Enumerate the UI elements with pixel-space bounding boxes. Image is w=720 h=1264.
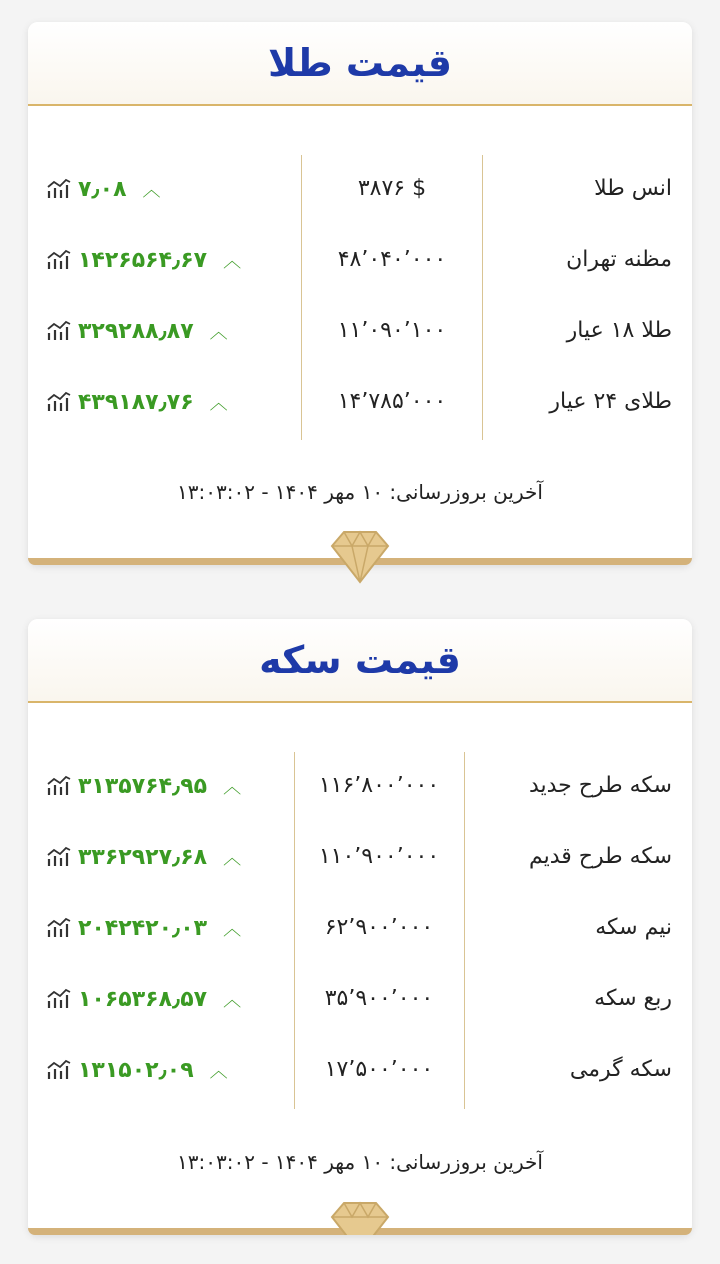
item-change [46,1034,228,1106]
change-value: ۳۳۶۲۹۲۷٫۶۸ [78,844,208,870]
item-price: ۱۱٬۰۹۰٬۱۰۰ [337,318,447,343]
item-change [46,153,161,225]
item-name: طلا ۱۸ عیار [566,318,672,343]
item-change [46,821,241,893]
price-row[interactable] [28,821,692,893]
chart-icon[interactable] [46,775,72,797]
chevron-up-icon: ︿ [209,1061,228,1082]
price-row[interactable] [28,153,692,225]
price-row[interactable] [28,892,692,964]
chevron-up-icon: ︿ [223,919,242,940]
chart-icon[interactable] [46,917,72,939]
last-update-text: آخرین بروزرسانی: ۱۰ مهر ۱۴۰۴ - ۱۳:۰۳:۰۲ [177,480,543,504]
item-change [46,892,241,964]
item-change [46,295,228,367]
item-price: ۱۱۰٬۹۰۰٬۰۰۰ [318,844,440,869]
item-price: ۳۸۷۶ $ [357,176,427,201]
change-value: ۳۱۳۵۷۶۴٫۹۵ [78,773,208,799]
chevron-up-icon: ︿ [223,848,242,869]
price-row[interactable] [28,1034,692,1106]
price-row[interactable] [28,963,692,1035]
change-value: ۱۳۱۵۰۲٫۰۹ [78,1057,194,1083]
gold-price-card [28,22,692,565]
chevron-up-icon: ︿ [223,251,242,272]
item-price: ۱۱۶٬۸۰۰٬۰۰۰ [318,773,440,798]
item-name: سکه گرمی [569,1057,672,1082]
price-row[interactable] [28,295,692,367]
chart-icon[interactable] [46,988,72,1010]
change-value: ۱۴۲۶۵۶۴٫۶۷ [78,247,208,273]
chart-icon[interactable] [46,1059,72,1081]
item-price: ۳۵٬۹۰۰٬۰۰۰ [324,986,434,1011]
chevron-up-icon: ︿ [209,322,228,343]
change-value: ۳۲۹۲۸۸٫۸۷ [78,318,194,344]
last-update-text: آخرین بروزرسانی: ۱۰ مهر ۱۴۰۴ - ۱۳:۰۳:۰۲ [177,1150,543,1174]
item-change [46,366,228,438]
chevron-up-icon: ︿ [223,990,242,1011]
item-name: طلای ۲۴ عیار [549,389,672,414]
chevron-up-icon: ︿ [223,777,242,798]
diamond-icon [330,1199,390,1235]
change-value: ۴۳۹۱۸۷٫۷۶ [78,389,194,415]
item-price: ۴۸٬۰۴۰٬۰۰۰ [337,247,447,272]
diamond-icon [330,528,390,584]
chevron-up-icon: ︿ [209,393,228,414]
chart-icon[interactable] [46,320,72,342]
gold-card-title: قیمت طلا [268,41,452,85]
chart-icon[interactable] [46,846,72,868]
price-row[interactable] [28,224,692,296]
item-change [46,750,241,822]
coin-card-title: قیمت سکه [259,638,461,682]
item-price: ۱۴٬۷۸۵٬۰۰۰ [337,389,447,414]
price-row[interactable] [28,366,692,438]
item-name: سکه طرح قدیم [528,844,672,869]
coin-price-card [28,619,692,1235]
change-value: ۱۰۶۵۳۶۸٫۵۷ [78,986,208,1012]
change-value: ۷٫۰۸ [78,176,127,202]
item-change [46,963,241,1035]
gold-card-header [28,22,692,106]
item-change [46,224,241,296]
item-name: انس طلا [594,176,672,201]
item-name: سکه طرح جدید [528,773,672,798]
price-row[interactable] [28,750,692,822]
chart-icon[interactable] [46,178,72,200]
item-name: مظنه تهران [566,247,672,272]
chart-icon[interactable] [46,249,72,271]
coin-card-header [28,619,692,703]
item-name: نیم سکه [595,915,672,940]
item-price: ۱۷٬۵۰۰٬۰۰۰ [324,1057,434,1082]
item-price: ۶۲٬۹۰۰٬۰۰۰ [324,915,434,940]
chart-icon[interactable] [46,391,72,413]
change-value: ۲۰۴۲۴۲۰٫۰۳ [78,915,208,941]
chevron-up-icon: ︿ [142,180,161,201]
item-name: ربع سکه [594,986,672,1011]
